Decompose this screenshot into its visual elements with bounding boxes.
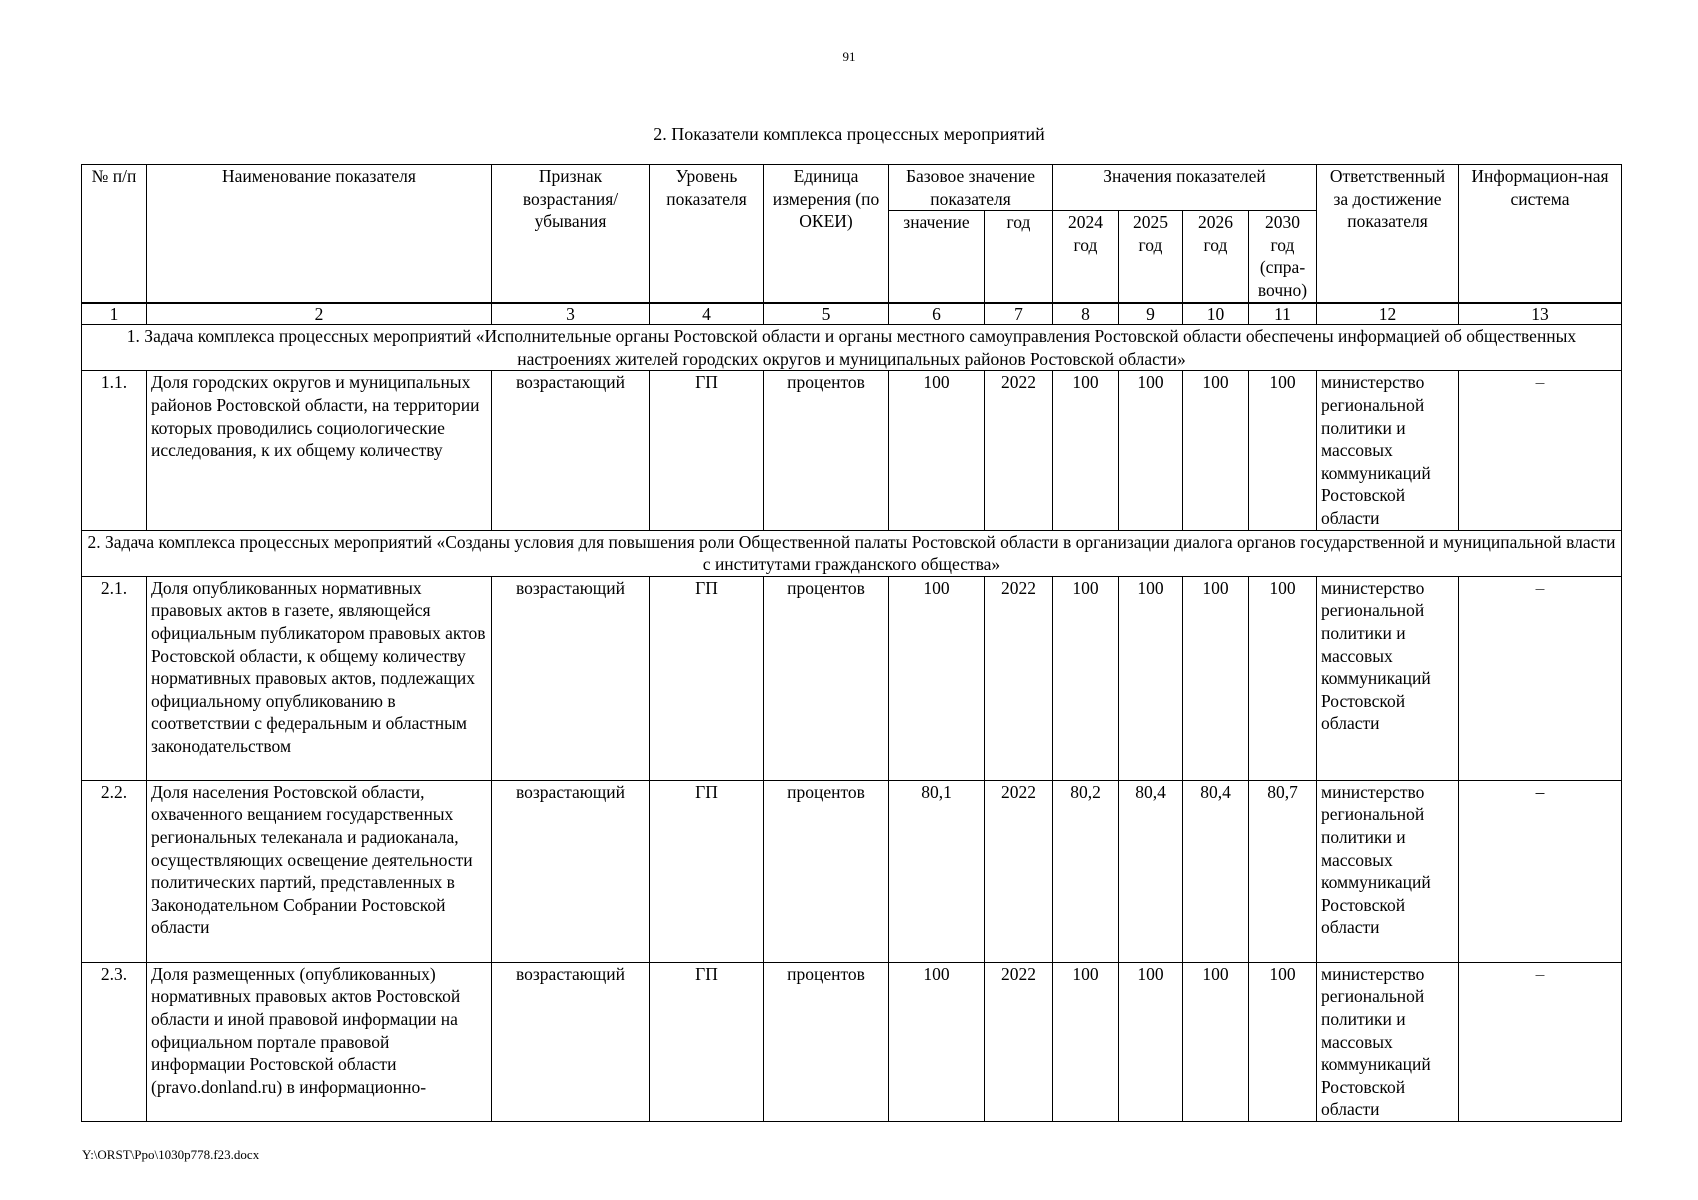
header-name: Наименование показателя — [147, 165, 492, 304]
indicator-sign: возрастающий — [492, 780, 650, 962]
base-value: 100 — [889, 371, 985, 530]
base-year: 2022 — [985, 576, 1053, 780]
header-2030: 2030 год (спра-вочно) — [1249, 211, 1317, 304]
task-heading-row — [82, 325, 1622, 371]
column-number: 10 — [1183, 303, 1249, 325]
indicator-unit: процентов — [764, 371, 889, 530]
value-2026: 100 — [1183, 962, 1249, 1121]
information-system: – — [1459, 576, 1622, 780]
header-base: Базовое значение показателя — [889, 165, 1053, 211]
task-heading: 1. Задача комплекса процессных мероприятий «Исполнительные органы Ростовской области и органы местного самоуправления Ростовской области обеспечены информацией об общественных настроениях жителей городских округов и муниципальных районов Ростовской области» — [82, 325, 1622, 371]
value-2030: 100 — [1249, 962, 1317, 1121]
indicators-table — [81, 164, 1622, 1122]
column-number: 11 — [1249, 303, 1317, 325]
column-number: 8 — [1053, 303, 1119, 325]
header-2024: 2024 год — [1053, 211, 1119, 304]
row-number: 2.1. — [82, 576, 147, 780]
column-numbers-row — [82, 303, 1622, 325]
information-system: – — [1459, 962, 1622, 1121]
responsible: министерство региональной политики и массовых коммуникаций Ростовской области — [1317, 576, 1459, 780]
header-values: Значения показателей — [1053, 165, 1317, 211]
value-2025: 100 — [1119, 962, 1183, 1121]
information-system: – — [1459, 780, 1622, 962]
value-2026: 100 — [1183, 576, 1249, 780]
indicator-level: ГП — [650, 780, 764, 962]
base-year: 2022 — [985, 371, 1053, 530]
column-number: 2 — [147, 303, 492, 325]
base-value: 100 — [889, 962, 985, 1121]
base-year: 2022 — [985, 962, 1053, 1121]
value-2024: 100 — [1053, 371, 1119, 530]
row-number: 2.2. — [82, 780, 147, 962]
indicator-level: ГП — [650, 576, 764, 780]
indicator-name: Доля населения Ростовской области, охваченного вещанием государственных региональных телеканала и радиоканала, осуществляющих освещение деятельности политических партий, представленных в Законодательном Собрании Ростовской области — [147, 780, 492, 962]
table-row — [82, 576, 1622, 780]
column-number: 5 — [764, 303, 889, 325]
task-heading: 2. Задача комплекса процессных мероприятий «Созданы условия для повышения роли Общественной палаты Ростовской области в организации диалога органов государственной и муниципальной власти с институтами гражданского общества» — [82, 530, 1622, 576]
column-number: 12 — [1317, 303, 1459, 325]
base-value: 80,1 — [889, 780, 985, 962]
column-number: 1 — [82, 303, 147, 325]
responsible: министерство региональной политики и массовых коммуникаций Ростовской области — [1317, 780, 1459, 962]
header-unit: Единица измерения (по ОКЕИ) — [764, 165, 889, 304]
value-2030: 80,7 — [1249, 780, 1317, 962]
value-2025: 100 — [1119, 576, 1183, 780]
column-number: 13 — [1459, 303, 1622, 325]
value-2030: 100 — [1249, 371, 1317, 530]
footer-file-path: Y:\ORST\Ppo\1030p778.f23.docx — [82, 1147, 260, 1162]
header-base-year: год — [985, 211, 1053, 304]
indicator-name: Доля размещенных (опубликованных) нормативных правовых актов Ростовской области и иной правовой информации на официальном портале правовой информации Ростовской области (pravo.donland.ru) в информационно- — [147, 962, 492, 1121]
header-level: Уровень показателя — [650, 165, 764, 304]
table-row — [82, 962, 1622, 1121]
row-number: 2.3. — [82, 962, 147, 1121]
value-2024: 80,2 — [1053, 780, 1119, 962]
column-number: 6 — [889, 303, 985, 325]
responsible: министерство региональной политики и массовых коммуникаций Ростовской области — [1317, 371, 1459, 530]
indicator-level: ГП — [650, 371, 764, 530]
row-number: 1.1. — [82, 371, 147, 530]
information-system: – — [1459, 371, 1622, 530]
value-2030: 100 — [1249, 576, 1317, 780]
header-2026: 2026 год — [1183, 211, 1249, 304]
header-2025: 2025 год — [1119, 211, 1183, 304]
page-number: 91 — [842, 49, 856, 64]
indicator-unit: процентов — [764, 962, 889, 1121]
header-num: № п/п — [82, 165, 147, 304]
indicator-name: Доля опубликованных нормативных правовых актов в газете, являющейся официальным публикатором правовых актов Ростовской области, к общему количеству нормативных правовых актов, подлежащих официальному опубликованию в соответствии с федеральным и областным законодательством — [147, 576, 492, 780]
indicator-unit: процентов — [764, 576, 889, 780]
indicator-sign: возрастающий — [492, 962, 650, 1121]
header-infosys: Информацион-ная система — [1459, 165, 1622, 304]
value-2025: 100 — [1119, 371, 1183, 530]
value-2026: 80,4 — [1183, 780, 1249, 962]
table-row — [82, 780, 1622, 962]
base-year: 2022 — [985, 780, 1053, 962]
indicator-sign: возрастающий — [492, 371, 650, 530]
responsible: министерство региональной политики и массовых коммуникаций Ростовской области — [1317, 962, 1459, 1121]
column-number: 4 — [650, 303, 764, 325]
task-heading-row — [82, 530, 1622, 576]
indicator-level: ГП — [650, 962, 764, 1121]
table-row — [82, 371, 1622, 530]
indicator-unit: процентов — [764, 780, 889, 962]
indicator-name: Доля городских округов и муниципальных районов Ростовской области, на территории которых проводились социологические исследования, к их общему количеству — [147, 371, 492, 530]
header-row — [82, 165, 1622, 211]
column-number: 7 — [985, 303, 1053, 325]
value-2026: 100 — [1183, 371, 1249, 530]
value-2024: 100 — [1053, 576, 1119, 780]
value-2024: 100 — [1053, 962, 1119, 1121]
column-number: 9 — [1119, 303, 1183, 325]
indicator-sign: возрастающий — [492, 576, 650, 780]
column-number: 3 — [492, 303, 650, 325]
page-title: 2. Показатели комплекса процессных мероприятий — [653, 124, 1045, 144]
base-value: 100 — [889, 576, 985, 780]
header-sign: Признак возрастания/ убывания — [492, 165, 650, 304]
header-base-value: значение — [889, 211, 985, 304]
value-2025: 80,4 — [1119, 780, 1183, 962]
header-responsible: Ответственный за достижение показателя — [1317, 165, 1459, 304]
